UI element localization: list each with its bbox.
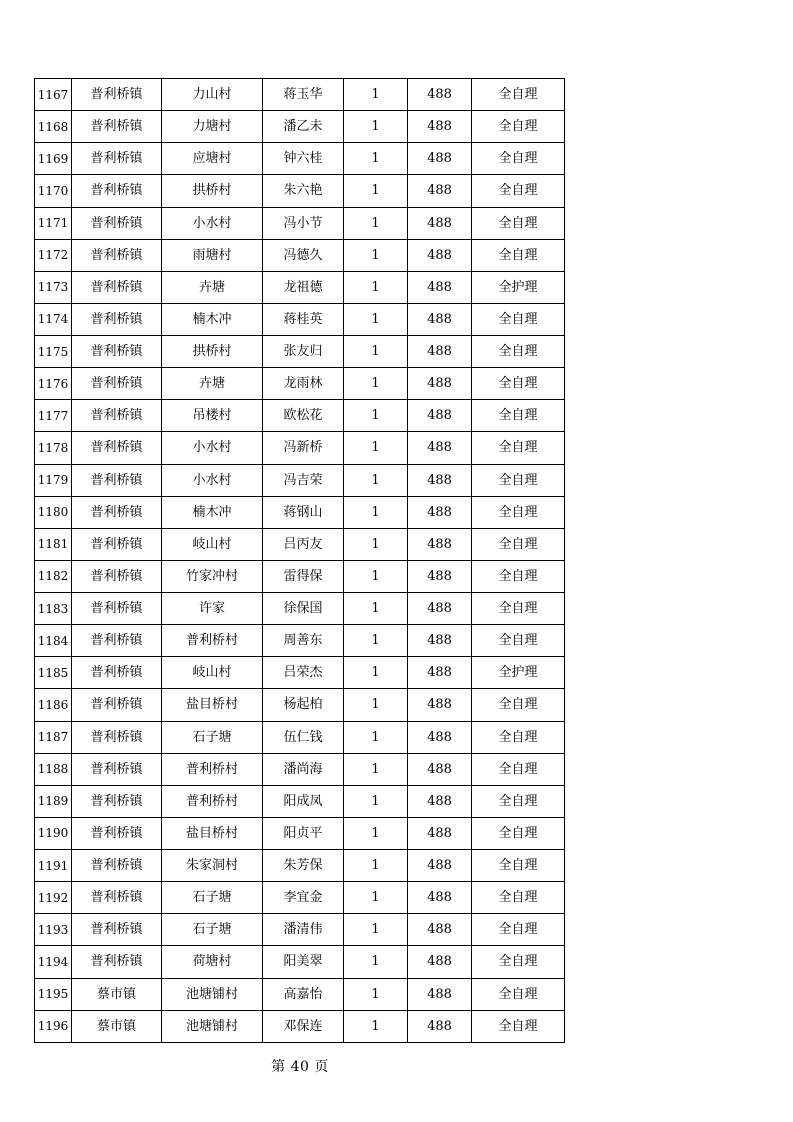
town-cell: 普利桥镇 (72, 143, 162, 175)
care-type-cell: 全护理 (472, 271, 565, 303)
row-number-cell: 1180 (35, 496, 72, 528)
row-number-cell: 1167 (35, 79, 72, 111)
table-row (35, 143, 565, 175)
count-cell: 1 (344, 271, 408, 303)
care-type-cell: 全自理 (472, 528, 565, 560)
village-cell: 应塘村 (162, 143, 263, 175)
village-cell: 盐目桥村 (162, 817, 263, 849)
village-cell: 荷塘村 (162, 946, 263, 978)
name-cell: 蒋钢山 (263, 496, 344, 528)
amount-cell: 488 (408, 1010, 472, 1042)
table-row (35, 978, 565, 1010)
town-cell: 普利桥镇 (72, 464, 162, 496)
town-cell: 普利桥镇 (72, 368, 162, 400)
village-cell: 拱桥村 (162, 175, 263, 207)
town-cell: 普利桥镇 (72, 239, 162, 271)
row-number-cell: 1179 (35, 464, 72, 496)
amount-cell: 488 (408, 111, 472, 143)
care-type-cell: 全自理 (472, 625, 565, 657)
care-type-cell: 全自理 (472, 111, 565, 143)
care-type-cell: 全自理 (472, 303, 565, 335)
table-row (35, 689, 565, 721)
table-row (35, 271, 565, 303)
count-cell: 1 (344, 625, 408, 657)
care-type-cell: 全自理 (472, 207, 565, 239)
care-type-cell: 全自理 (472, 753, 565, 785)
village-cell: 力塘村 (162, 111, 263, 143)
village-cell: 雨塘村 (162, 239, 263, 271)
town-cell: 普利桥镇 (72, 303, 162, 335)
name-cell: 吕荣杰 (263, 657, 344, 689)
name-cell: 蒋玉华 (263, 79, 344, 111)
amount-cell: 488 (408, 528, 472, 560)
town-cell: 蔡市镇 (72, 978, 162, 1010)
care-type-cell: 全自理 (472, 239, 565, 271)
name-cell: 冯吉荣 (263, 464, 344, 496)
village-cell: 普利桥村 (162, 785, 263, 817)
village-cell: 许家 (162, 593, 263, 625)
row-number-cell: 1193 (35, 914, 72, 946)
count-cell: 1 (344, 753, 408, 785)
town-cell: 普利桥镇 (72, 400, 162, 432)
count-cell: 1 (344, 914, 408, 946)
amount-cell: 488 (408, 689, 472, 721)
count-cell: 1 (344, 978, 408, 1010)
care-type-cell: 全自理 (472, 882, 565, 914)
row-number-cell: 1172 (35, 239, 72, 271)
care-type-cell: 全自理 (472, 689, 565, 721)
amount-cell: 488 (408, 785, 472, 817)
amount-cell: 488 (408, 432, 472, 464)
table-row (35, 914, 565, 946)
care-type-cell: 全自理 (472, 721, 565, 753)
count-cell: 1 (344, 528, 408, 560)
count-cell: 1 (344, 368, 408, 400)
row-number-cell: 1188 (35, 753, 72, 785)
row-number-cell: 1187 (35, 721, 72, 753)
care-type-cell: 全自理 (472, 978, 565, 1010)
table-row (35, 721, 565, 753)
row-number-cell: 1186 (35, 689, 72, 721)
village-cell: 楠木冲 (162, 496, 263, 528)
amount-cell: 488 (408, 400, 472, 432)
name-cell: 龙雨林 (263, 368, 344, 400)
care-type-cell: 全自理 (472, 914, 565, 946)
row-number-cell: 1175 (35, 336, 72, 368)
table-row (35, 464, 565, 496)
row-number-cell: 1182 (35, 560, 72, 592)
name-cell: 徐保国 (263, 593, 344, 625)
amount-cell: 488 (408, 271, 472, 303)
amount-cell: 488 (408, 753, 472, 785)
table-row (35, 817, 565, 849)
count-cell: 1 (344, 464, 408, 496)
table-row (35, 303, 565, 335)
town-cell: 普利桥镇 (72, 850, 162, 882)
records-table-body (35, 79, 565, 1043)
row-number-cell: 1196 (35, 1010, 72, 1042)
row-number-cell: 1183 (35, 593, 72, 625)
care-type-cell: 全护理 (472, 657, 565, 689)
amount-cell: 488 (408, 625, 472, 657)
table-row (35, 336, 565, 368)
town-cell: 普利桥镇 (72, 625, 162, 657)
count-cell: 1 (344, 400, 408, 432)
table-row (35, 432, 565, 464)
town-cell: 普利桥镇 (72, 914, 162, 946)
row-number-cell: 1173 (35, 271, 72, 303)
town-cell: 普利桥镇 (72, 657, 162, 689)
village-cell: 岐山村 (162, 528, 263, 560)
name-cell: 阳美翠 (263, 946, 344, 978)
row-number-cell: 1189 (35, 785, 72, 817)
town-cell: 普利桥镇 (72, 946, 162, 978)
town-cell: 普利桥镇 (72, 336, 162, 368)
row-number-cell: 1185 (35, 657, 72, 689)
table-row (35, 1010, 565, 1042)
count-cell: 1 (344, 785, 408, 817)
amount-cell: 488 (408, 560, 472, 592)
care-type-cell: 全自理 (472, 1010, 565, 1042)
count-cell: 1 (344, 882, 408, 914)
name-cell: 阳贞平 (263, 817, 344, 849)
town-cell: 普利桥镇 (72, 207, 162, 239)
care-type-cell: 全自理 (472, 143, 565, 175)
town-cell: 蔡市镇 (72, 1010, 162, 1042)
amount-cell: 488 (408, 143, 472, 175)
count-cell: 1 (344, 207, 408, 239)
row-number-cell: 1169 (35, 143, 72, 175)
table-row (35, 946, 565, 978)
amount-cell: 488 (408, 850, 472, 882)
town-cell: 普利桥镇 (72, 79, 162, 111)
count-cell: 1 (344, 946, 408, 978)
village-cell: 小水村 (162, 432, 263, 464)
count-cell: 1 (344, 850, 408, 882)
village-cell: 小水村 (162, 207, 263, 239)
amount-cell: 488 (408, 303, 472, 335)
town-cell: 普利桥镇 (72, 496, 162, 528)
name-cell: 高嘉怡 (263, 978, 344, 1010)
amount-cell: 488 (408, 207, 472, 239)
row-number-cell: 1194 (35, 946, 72, 978)
row-number-cell: 1190 (35, 817, 72, 849)
count-cell: 1 (344, 432, 408, 464)
records-table (34, 78, 565, 1043)
village-cell: 朱家洞村 (162, 850, 263, 882)
name-cell: 潘乙未 (263, 111, 344, 143)
name-cell: 冯德久 (263, 239, 344, 271)
table-row (35, 753, 565, 785)
town-cell: 普利桥镇 (72, 785, 162, 817)
care-type-cell: 全自理 (472, 175, 565, 207)
village-cell: 石子塘 (162, 914, 263, 946)
town-cell: 普利桥镇 (72, 560, 162, 592)
amount-cell: 488 (408, 593, 472, 625)
care-type-cell: 全自理 (472, 400, 565, 432)
amount-cell: 488 (408, 368, 472, 400)
name-cell: 周善东 (263, 625, 344, 657)
page-number: 第 40 页 (271, 1059, 329, 1075)
town-cell: 普利桥镇 (72, 111, 162, 143)
row-number-cell: 1168 (35, 111, 72, 143)
care-type-cell: 全自理 (472, 560, 565, 592)
name-cell: 邓保连 (263, 1010, 344, 1042)
count-cell: 1 (344, 689, 408, 721)
name-cell: 蒋桂英 (263, 303, 344, 335)
table-row (35, 528, 565, 560)
name-cell: 潘清伟 (263, 914, 344, 946)
table-row (35, 175, 565, 207)
table-row (35, 560, 565, 592)
amount-cell: 488 (408, 817, 472, 849)
care-type-cell: 全自理 (472, 817, 565, 849)
name-cell: 吕丙友 (263, 528, 344, 560)
amount-cell: 488 (408, 946, 472, 978)
amount-cell: 488 (408, 721, 472, 753)
count-cell: 1 (344, 111, 408, 143)
village-cell: 小水村 (162, 464, 263, 496)
name-cell: 雷得保 (263, 560, 344, 592)
town-cell: 普利桥镇 (72, 528, 162, 560)
table-row (35, 882, 565, 914)
care-type-cell: 全自理 (472, 368, 565, 400)
town-cell: 普利桥镇 (72, 432, 162, 464)
village-cell: 石子塘 (162, 721, 263, 753)
care-type-cell: 全自理 (472, 432, 565, 464)
name-cell: 伍仁钱 (263, 721, 344, 753)
town-cell: 普利桥镇 (72, 271, 162, 303)
name-cell: 李宜金 (263, 882, 344, 914)
count-cell: 1 (344, 657, 408, 689)
table-row (35, 625, 565, 657)
care-type-cell: 全自理 (472, 464, 565, 496)
name-cell: 张友归 (263, 336, 344, 368)
count-cell: 1 (344, 143, 408, 175)
care-type-cell: 全自理 (472, 593, 565, 625)
village-cell: 池塘铺村 (162, 978, 263, 1010)
row-number-cell: 1177 (35, 400, 72, 432)
row-number-cell: 1192 (35, 882, 72, 914)
care-type-cell: 全自理 (472, 785, 565, 817)
care-type-cell: 全自理 (472, 850, 565, 882)
name-cell: 潘尚海 (263, 753, 344, 785)
count-cell: 1 (344, 175, 408, 207)
village-cell: 卉塘 (162, 271, 263, 303)
care-type-cell: 全自理 (472, 79, 565, 111)
row-number-cell: 1195 (35, 978, 72, 1010)
count-cell: 1 (344, 239, 408, 271)
count-cell: 1 (344, 496, 408, 528)
row-number-cell: 1174 (35, 303, 72, 335)
amount-cell: 488 (408, 914, 472, 946)
village-cell: 卉塘 (162, 368, 263, 400)
count-cell: 1 (344, 817, 408, 849)
table-row (35, 79, 565, 111)
amount-cell: 488 (408, 496, 472, 528)
amount-cell: 488 (408, 882, 472, 914)
town-cell: 普利桥镇 (72, 721, 162, 753)
town-cell: 普利桥镇 (72, 817, 162, 849)
table-row (35, 657, 565, 689)
village-cell: 池塘铺村 (162, 1010, 263, 1042)
care-type-cell: 全自理 (472, 336, 565, 368)
amount-cell: 488 (408, 978, 472, 1010)
table-row (35, 368, 565, 400)
amount-cell: 488 (408, 336, 472, 368)
village-cell: 拱桥村 (162, 336, 263, 368)
row-number-cell: 1184 (35, 625, 72, 657)
table-row (35, 400, 565, 432)
town-cell: 普利桥镇 (72, 175, 162, 207)
town-cell: 普利桥镇 (72, 689, 162, 721)
care-type-cell: 全自理 (472, 946, 565, 978)
amount-cell: 488 (408, 657, 472, 689)
row-number-cell: 1191 (35, 850, 72, 882)
amount-cell: 488 (408, 175, 472, 207)
village-cell: 吊楼村 (162, 400, 263, 432)
count-cell: 1 (344, 336, 408, 368)
name-cell: 阳成凤 (263, 785, 344, 817)
name-cell: 龙祖德 (263, 271, 344, 303)
table-row (35, 593, 565, 625)
count-cell: 1 (344, 79, 408, 111)
count-cell: 1 (344, 721, 408, 753)
village-cell: 普利桥村 (162, 753, 263, 785)
table-row (35, 785, 565, 817)
village-cell: 普利桥村 (162, 625, 263, 657)
name-cell: 欧松花 (263, 400, 344, 432)
table-row (35, 496, 565, 528)
village-cell: 盐目桥村 (162, 689, 263, 721)
table-row (35, 111, 565, 143)
village-cell: 楠木冲 (162, 303, 263, 335)
row-number-cell: 1178 (35, 432, 72, 464)
amount-cell: 488 (408, 79, 472, 111)
count-cell: 1 (344, 303, 408, 335)
name-cell: 朱芳保 (263, 850, 344, 882)
count-cell: 1 (344, 1010, 408, 1042)
row-number-cell: 1170 (35, 175, 72, 207)
table-row (35, 239, 565, 271)
table-row (35, 207, 565, 239)
village-cell: 岐山村 (162, 657, 263, 689)
amount-cell: 488 (408, 464, 472, 496)
name-cell: 朱六艳 (263, 175, 344, 207)
row-number-cell: 1176 (35, 368, 72, 400)
care-type-cell: 全自理 (472, 496, 565, 528)
amount-cell: 488 (408, 239, 472, 271)
name-cell: 冯小节 (263, 207, 344, 239)
name-cell: 钟六桂 (263, 143, 344, 175)
row-number-cell: 1171 (35, 207, 72, 239)
name-cell: 冯新桥 (263, 432, 344, 464)
town-cell: 普利桥镇 (72, 593, 162, 625)
table-row (35, 850, 565, 882)
village-cell: 竹家冲村 (162, 560, 263, 592)
town-cell: 普利桥镇 (72, 882, 162, 914)
name-cell: 杨起柏 (263, 689, 344, 721)
count-cell: 1 (344, 560, 408, 592)
count-cell: 1 (344, 593, 408, 625)
row-number-cell: 1181 (35, 528, 72, 560)
village-cell: 石子塘 (162, 882, 263, 914)
village-cell: 力山村 (162, 79, 263, 111)
town-cell: 普利桥镇 (72, 753, 162, 785)
